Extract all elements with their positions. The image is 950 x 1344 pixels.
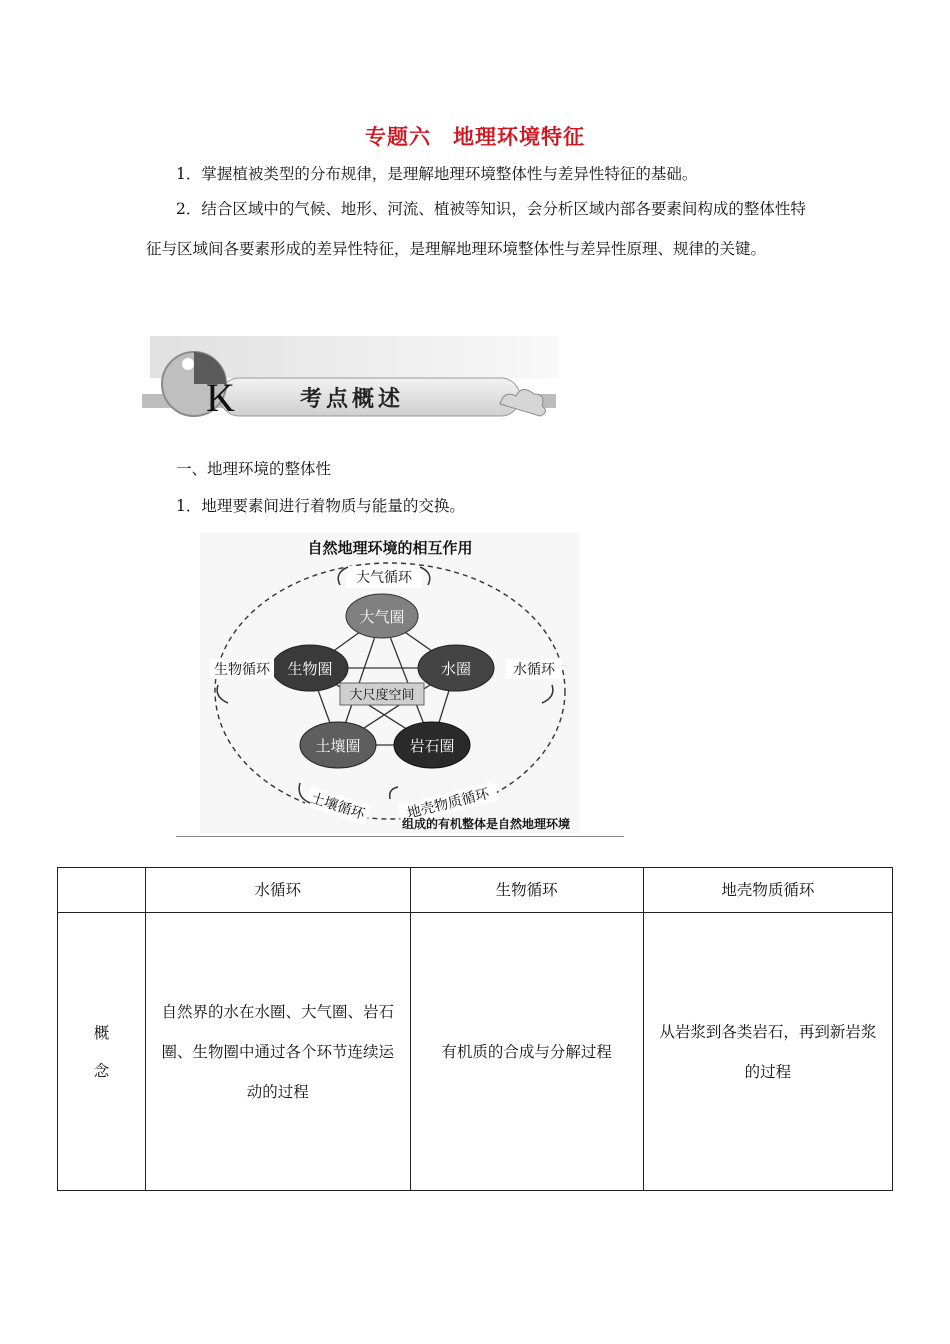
section-banner [140,334,560,424]
table-header-crust: 地壳物质循环 [643,868,892,913]
section-point-1: 1．地理要素间进行着物质与能量的交换。 [176,497,465,515]
intro-point-1: 1．掌握植被类型的分布规律，是理解地理环境整体性与差异性特征的基础。 [176,165,698,183]
node-rock-label: 岩石圈 [409,737,455,755]
section-heading: 一、地理环境的整体性 [176,460,332,478]
table-header-water: 水循环 [145,868,410,913]
cell-bio: 有机质的合成与分解过程 [410,913,643,1191]
row-label: 概念 [93,1023,110,1080]
node-biosphere-label: 生物圈 [287,660,333,678]
cell-water: 自然界的水在水圈、大气圈、岩石圈、生物圈中通过各个环节连续运动的过程 [145,913,410,1191]
page-title: 专题六 地理环境特征 [365,125,585,149]
node-hydrosphere-label: 水圈 [440,660,472,678]
table-row [58,913,893,1191]
diagram-caption: 组成的有机整体是自然地理环境 [401,817,571,831]
banner-label: 考点概述 [300,387,405,412]
cycle-atmosphere: 大气循环 [356,570,412,586]
diagram-title: 自然地理环境的相互作用 [307,539,473,557]
cycle-crust: 地壳物质循环 [405,786,491,822]
diagram-rule [176,836,624,837]
node-soil-label: 土壤圈 [315,737,361,755]
node-center: 大尺度空间 [349,688,415,703]
intro-point-2: 2．结合区域中的气候、地形、河流、植被等知识，会分析区域内部各要素间构成的整体性特征与区域间各要素形成的差异性特征，是理解地理环境整体性与差异性原理、规律的关键。 [146,200,806,258]
cycle-soil: 土壤循环 [308,790,367,823]
table-header-bio: 生物循环 [410,868,643,913]
banner-letter: K [206,375,235,420]
cycle-bio: 生物循环 [214,662,270,678]
table-header-row [58,868,893,913]
cell-crust: 从岩浆到各类岩石，再到新岩浆的过程 [643,913,892,1191]
table-header-empty [58,868,146,913]
cycle-water: 水循环 [513,662,555,678]
node-atmosphere-label: 大气圈 [359,608,405,626]
cycles-table [57,867,893,1191]
interaction-diagram [200,533,580,833]
